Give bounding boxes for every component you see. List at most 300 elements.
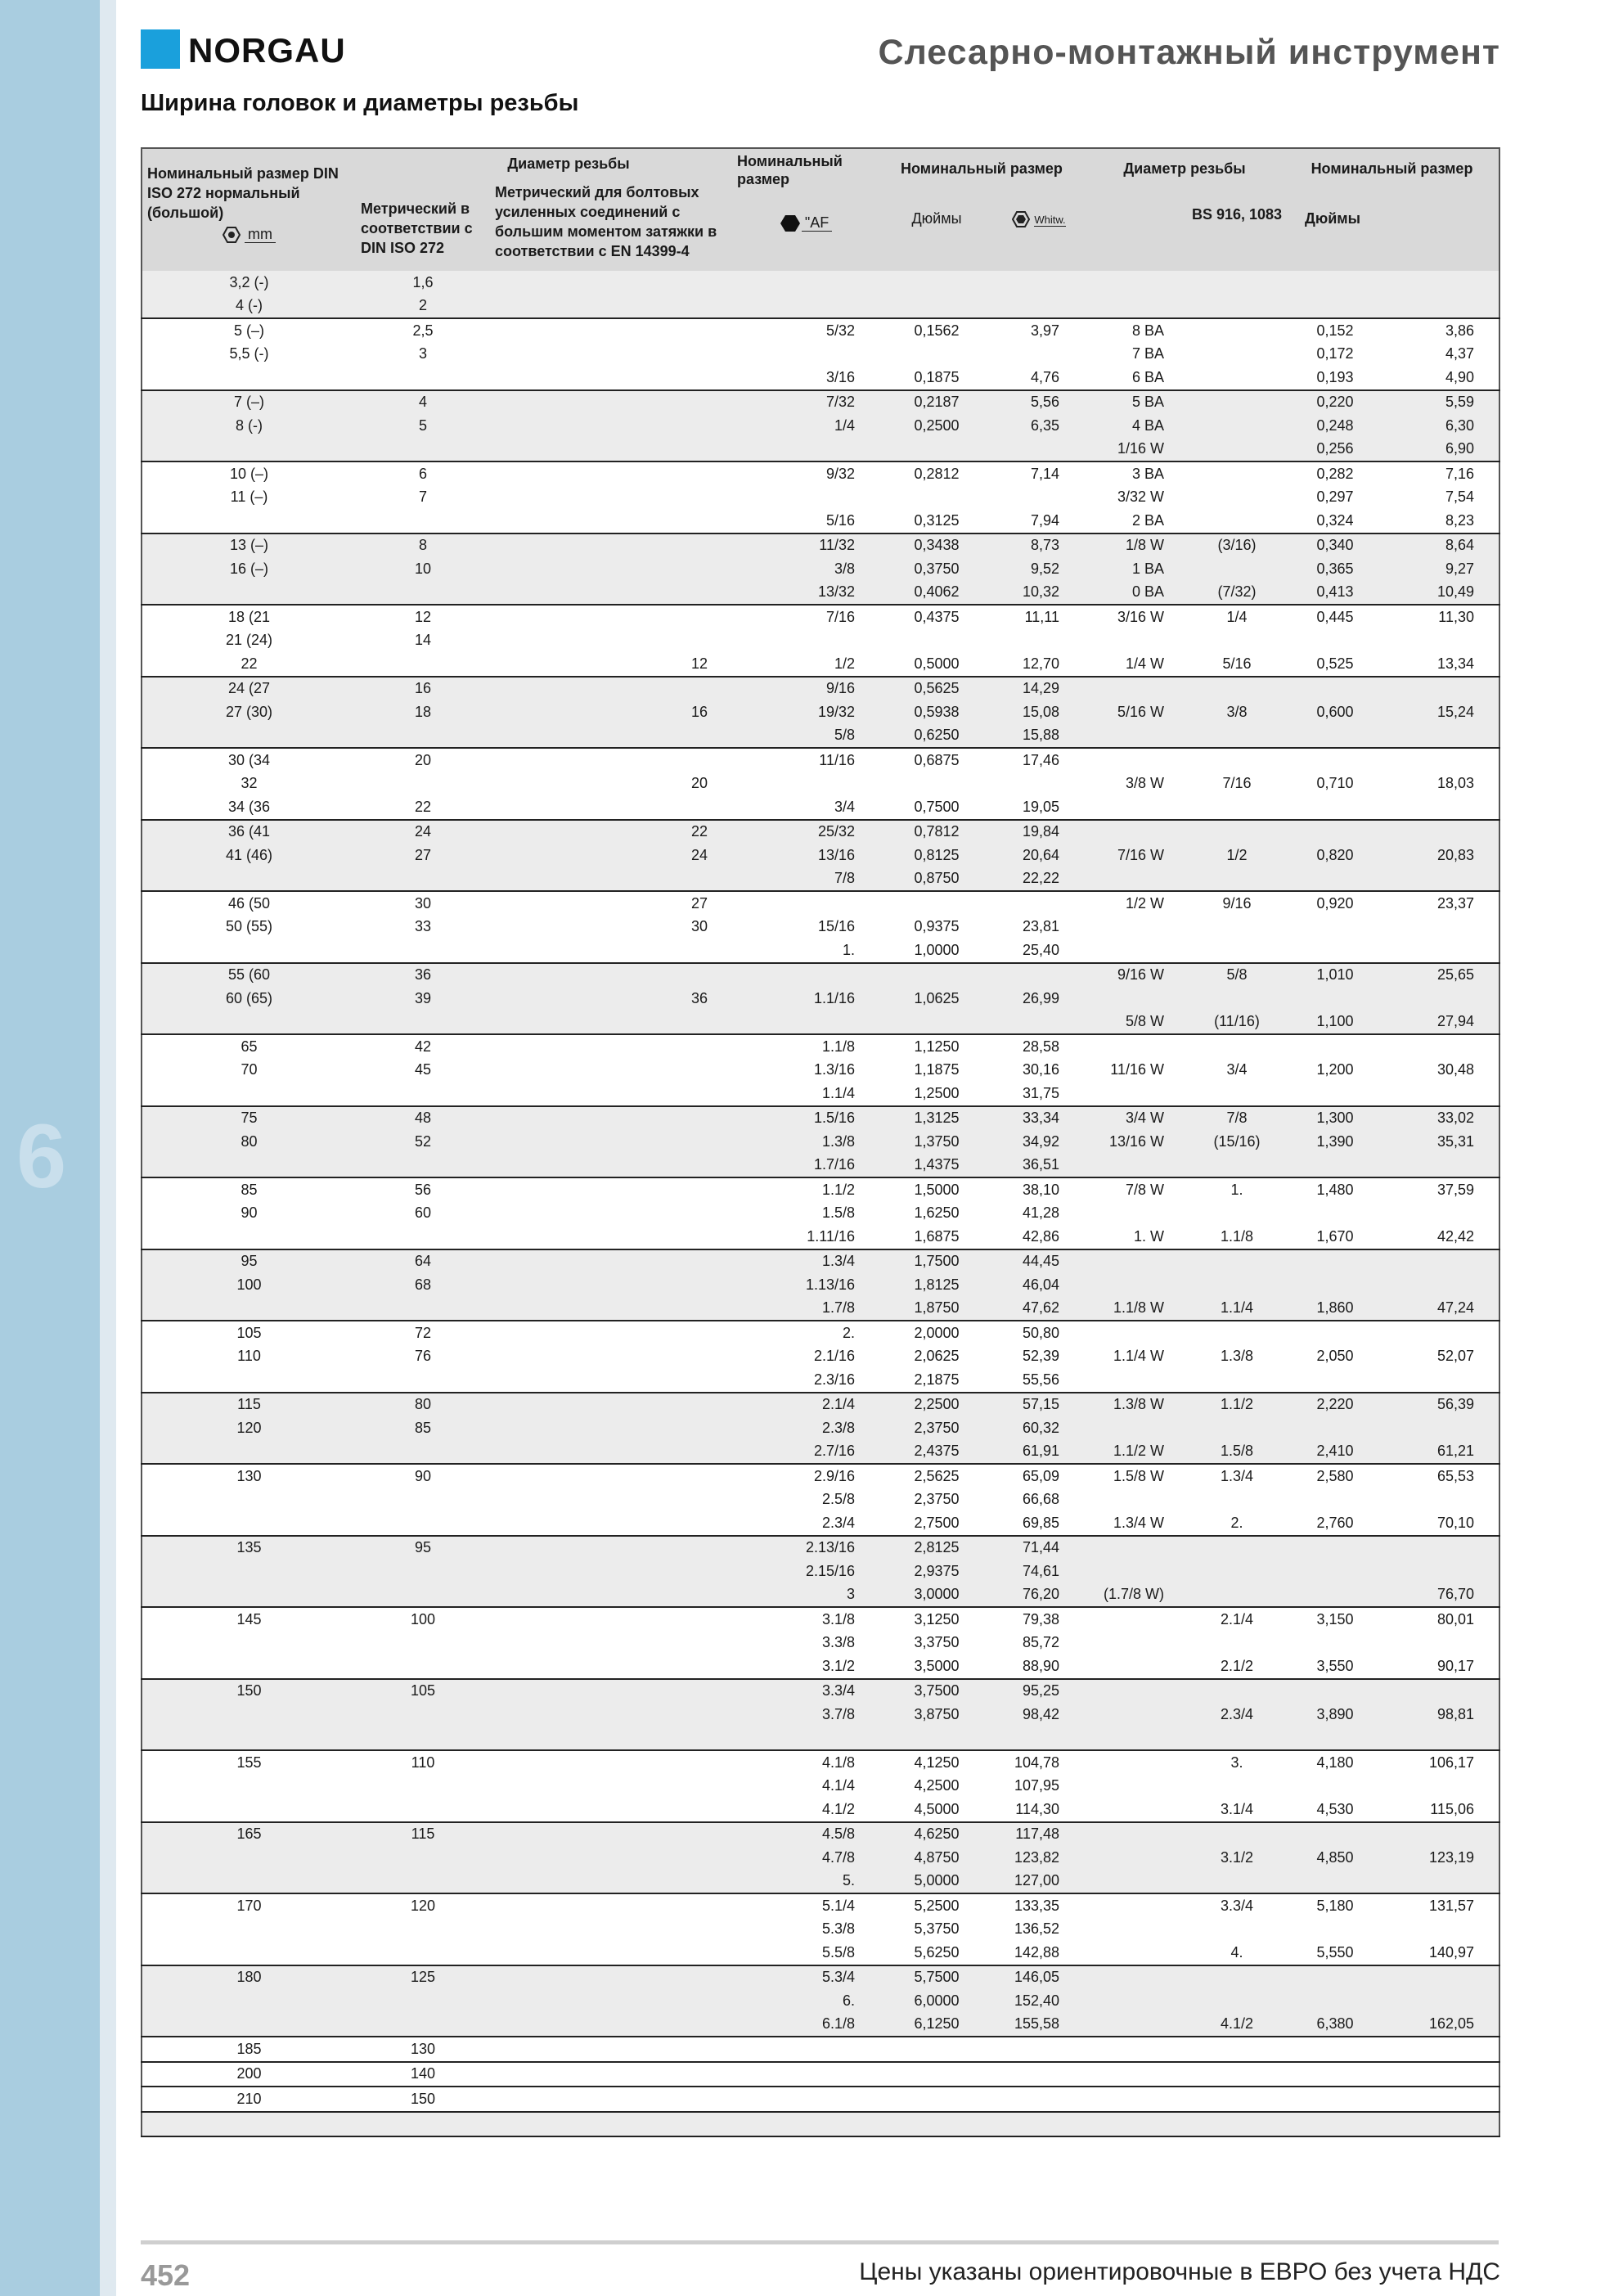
table-cell: 3,3750 (879, 1632, 994, 1655)
table-cell: 2,8125 (879, 1536, 994, 1560)
table-cell: 5,56 (994, 390, 1084, 415)
table-cell: 19,05 (994, 795, 1084, 820)
table-cell (732, 891, 879, 916)
table-cell (879, 963, 994, 988)
table-row (142, 1798, 1499, 1822)
table-cell: 130 (356, 2037, 490, 2062)
table-row (142, 1727, 1499, 1751)
table-cell: 2.9/16 (732, 1464, 879, 1488)
table-cell (490, 318, 732, 343)
table-cell (142, 1654, 356, 1679)
table-cell (1285, 2112, 1385, 2137)
table-cell: 1,8125 (879, 1273, 994, 1297)
table-cell (1385, 1154, 1499, 1178)
table-cell (490, 1989, 732, 2013)
table-cell: 1.3/4 W (1084, 1511, 1189, 1536)
table-cell (1385, 2087, 1499, 2112)
page-title: Слесарно-монтажный инструмент (878, 33, 1500, 72)
table-cell: 2,410 (1285, 1440, 1385, 1465)
table-cell: 2,760 (1285, 1511, 1385, 1536)
table-cell (1285, 1822, 1385, 1847)
table-cell: 0,4062 (879, 581, 994, 606)
table-cell (732, 2062, 879, 2087)
table-cell (490, 2013, 732, 2037)
table-cell (1084, 1273, 1189, 1297)
table-cell (356, 1488, 490, 1512)
table-cell (142, 1560, 356, 1583)
table-cell: 27 (30) (142, 700, 356, 724)
table-cell (1285, 2062, 1385, 2087)
table-cell: 6,0000 (879, 1989, 994, 2013)
table-cell: 1/2 W (1084, 891, 1189, 916)
table-cell (490, 438, 732, 462)
table-cell: 6,380 (1285, 2013, 1385, 2037)
table-cell (994, 963, 1084, 988)
table-cell: 152,40 (994, 1989, 1084, 2013)
table-cell: 46,04 (994, 1273, 1084, 1297)
table-cell: 3/16 (732, 366, 879, 390)
table-cell: 0,2187 (879, 390, 994, 415)
table-cell (1385, 1727, 1499, 1751)
table-cell: 70,10 (1385, 1511, 1499, 1536)
table-cell: 16 (356, 677, 490, 701)
table-cell: 88,90 (994, 1654, 1084, 1679)
table-cell (1084, 1703, 1189, 1727)
table-cell: 70 (142, 1059, 356, 1083)
table-cell: 9/16 (1189, 891, 1285, 916)
table-cell: 16 (–) (142, 557, 356, 581)
table-cell (490, 2037, 732, 2062)
table-cell: 1,0625 (879, 987, 994, 1011)
table-cell: (1.7/8 W) (1084, 1583, 1189, 1608)
table-cell (1084, 1654, 1189, 1679)
table-cell (1285, 1249, 1385, 1274)
chapter-number: 6 (16, 1106, 67, 1207)
table-cell (142, 2013, 356, 2037)
table-cell: 85 (142, 1177, 356, 1202)
table-cell (1084, 1249, 1189, 1274)
table-cell: 38,10 (994, 1177, 1084, 1202)
table-cell: (3/16) (1189, 533, 1285, 558)
table-row (142, 1846, 1499, 1870)
table-cell: 36 (490, 987, 732, 1011)
table-cell: 135 (142, 1536, 356, 1560)
table-cell: 15,24 (1385, 700, 1499, 724)
row-group (142, 820, 1499, 892)
table-cell: 4,850 (1285, 1846, 1385, 1870)
table-cell (1385, 1034, 1499, 1059)
table-cell (356, 1511, 490, 1536)
row-group (142, 2037, 1499, 2062)
table-cell (356, 1798, 490, 1822)
table-cell (1285, 1965, 1385, 1990)
table-cell: 5,6250 (879, 1941, 994, 1965)
table-cell: 7 BA (1084, 343, 1189, 367)
table-cell: 3,8750 (879, 1703, 994, 1727)
table-cell: 120 (356, 1893, 490, 1918)
table-cell: 10,49 (1385, 581, 1499, 606)
table-cell (142, 509, 356, 533)
table-cell: 2,580 (1285, 1464, 1385, 1488)
table-cell: 71,44 (994, 1536, 1084, 1560)
table-cell: 0,6250 (879, 724, 994, 749)
row-group (142, 318, 1499, 390)
table-cell (356, 438, 490, 462)
row-group (142, 1679, 1499, 1751)
table-cell (490, 1202, 732, 1226)
table-cell (1189, 1034, 1285, 1059)
row-group (142, 1965, 1499, 2037)
table-cell (142, 1511, 356, 1536)
table-cell: 0,8125 (879, 844, 994, 867)
row-group (142, 2087, 1499, 2112)
table-cell: 1,390 (1285, 1130, 1385, 1154)
table-cell: 1.1/8 (1189, 1225, 1285, 1249)
table-cell: 45 (356, 1059, 490, 1083)
row-group (142, 1393, 1499, 1465)
table-cell: 1.13/16 (732, 1273, 879, 1297)
table-cell (1189, 295, 1285, 319)
table-cell (1189, 1989, 1285, 2013)
table-cell: 3,7500 (879, 1679, 994, 1704)
row-group (142, 1177, 1499, 1249)
table-cell (1084, 1775, 1189, 1799)
table-cell (1285, 1416, 1385, 1440)
table-cell: 18 (21 (142, 605, 356, 629)
table-cell: 21 (24) (142, 629, 356, 653)
table-cell (1285, 1583, 1385, 1608)
table-row (142, 271, 1499, 295)
table-cell: 125 (356, 1965, 490, 1990)
table-cell: 64 (356, 1249, 490, 1274)
table-cell: 1.1/8 W (1084, 1297, 1189, 1321)
table-cell (490, 461, 732, 486)
table-cell: 1,7500 (879, 1249, 994, 1274)
table-cell (1285, 748, 1385, 772)
table-cell (490, 1679, 732, 1704)
table-row (142, 1011, 1499, 1035)
table-cell: 61,21 (1385, 1440, 1499, 1465)
table-cell: 56,39 (1385, 1393, 1499, 1417)
table-cell: 1.5/8 (732, 1202, 879, 1226)
table-cell: 15/16 (732, 916, 879, 939)
table-cell: 28,58 (994, 1034, 1084, 1059)
table-cell: 1.3/8 (732, 1130, 879, 1154)
table-row (142, 963, 1499, 988)
table-cell (490, 295, 732, 319)
table-cell: 140 (356, 2062, 490, 2087)
table-cell: 1,4375 (879, 1154, 994, 1178)
table-cell (1084, 1918, 1189, 1942)
table-cell (732, 438, 879, 462)
table-cell: 1.11/16 (732, 1225, 879, 1249)
table-cell: 110 (142, 1345, 356, 1369)
table-row (142, 987, 1499, 1011)
table-cell: 200 (142, 2062, 356, 2087)
table-cell: 31,75 (994, 1082, 1084, 1106)
table-row (142, 629, 1499, 653)
table-cell: 4,2500 (879, 1775, 994, 1799)
af-label: "AF (802, 214, 832, 232)
table-row (142, 509, 1499, 533)
table-row (142, 1059, 1499, 1083)
table-cell (490, 629, 732, 653)
table-cell (490, 581, 732, 606)
table-row (142, 1750, 1499, 1775)
whitw-label: Whitw. (1034, 214, 1066, 226)
table-cell (1385, 1416, 1499, 1440)
table-cell (490, 1082, 732, 1106)
table-cell (1285, 1918, 1385, 1942)
table-cell (490, 1011, 732, 1035)
table-cell (1189, 1273, 1285, 1297)
table-cell: 1/2 (1189, 844, 1285, 867)
table-cell (1189, 1321, 1285, 1345)
table-cell (732, 772, 879, 796)
row-group (142, 390, 1499, 462)
table-cell: 5,550 (1285, 1941, 1385, 1965)
table-cell (490, 2087, 732, 2112)
table-cell (490, 1106, 732, 1131)
footer-divider (141, 2240, 1499, 2244)
table-row (142, 1440, 1499, 1465)
table-cell (1189, 509, 1285, 533)
table-cell: 26,99 (994, 987, 1084, 1011)
header-thread-diameter (356, 148, 732, 271)
table-cell: 0,7500 (879, 795, 994, 820)
table-cell: 3,86 (1385, 318, 1499, 343)
table-cell: 8 BA (1084, 318, 1189, 343)
table-row (142, 1082, 1499, 1106)
table-cell (1285, 916, 1385, 939)
table-cell (142, 1297, 356, 1321)
table-cell: 7,94 (994, 509, 1084, 533)
table-cell (490, 1130, 732, 1154)
table-row (142, 1703, 1499, 1727)
table-cell (142, 366, 356, 390)
table-cell (1189, 271, 1285, 295)
table-cell (1285, 1727, 1385, 1751)
table-cell: 1/4 (732, 414, 879, 438)
table-cell: 23,81 (994, 916, 1084, 939)
table-cell: 2.1/4 (732, 1393, 879, 1417)
table-cell: 0,413 (1285, 581, 1385, 606)
table-cell: 3.3/4 (732, 1679, 879, 1704)
table-cell: 5 (–) (142, 318, 356, 343)
table-cell (142, 1727, 356, 1751)
row-group (142, 1464, 1499, 1536)
table-cell: 52,39 (994, 1345, 1084, 1369)
table-cell: 25,65 (1385, 963, 1499, 988)
table-cell: 90,17 (1385, 1654, 1499, 1679)
table-cell: 7,14 (994, 461, 1084, 486)
table-cell: 0,2812 (879, 461, 994, 486)
table-cell (356, 1918, 490, 1942)
table-cell (879, 2087, 994, 2112)
table-row (142, 2037, 1499, 2062)
table-cell (1189, 2112, 1285, 2137)
table-cell (490, 271, 732, 295)
table-cell: 1.1/4 W (1084, 1345, 1189, 1369)
table-cell (1385, 629, 1499, 653)
brand-logo-text: NORGAU (188, 31, 346, 70)
table-cell (1084, 1082, 1189, 1106)
table-cell: 105 (356, 1679, 490, 1704)
table-cell (356, 1654, 490, 1679)
table-cell: 2.3/4 (1189, 1703, 1285, 1727)
table-cell (879, 2112, 994, 2137)
table-cell (1084, 295, 1189, 319)
table-row (142, 844, 1499, 867)
table-cell (490, 795, 732, 820)
table-cell: 1.3/8 (1189, 1345, 1285, 1369)
table-cell (879, 2062, 994, 2087)
unit-mm-label: mm (245, 226, 276, 243)
table-cell (356, 1703, 490, 1727)
table-cell (1189, 343, 1285, 367)
table-row (142, 748, 1499, 772)
table-cell (1084, 1488, 1189, 1512)
table-cell (879, 486, 994, 510)
page-number: 452 (141, 2258, 191, 2292)
table-row (142, 1654, 1499, 1679)
table-cell (490, 2112, 732, 2137)
table-cell: 1.1/16 (732, 987, 879, 1011)
table-cell (1385, 867, 1499, 892)
table-cell: 0,4375 (879, 605, 994, 629)
table-row (142, 295, 1499, 319)
table-cell: 4.5/8 (732, 1822, 879, 1847)
table-cell (356, 1583, 490, 1608)
table-cell: 69,85 (994, 1511, 1084, 1536)
table-cell: 1. (732, 939, 879, 963)
table-cell: 1,3125 (879, 1106, 994, 1131)
table-cell (879, 438, 994, 462)
table-cell (1084, 1941, 1189, 1965)
table-cell: 2,050 (1285, 1345, 1385, 1369)
table-cell: 1,010 (1285, 963, 1385, 988)
table-cell (490, 414, 732, 438)
header-bs-standard: BS 916, 1083 (1191, 206, 1283, 223)
table-cell: 30,16 (994, 1059, 1084, 1083)
table-cell: 130 (142, 1464, 356, 1488)
table-cell (142, 1989, 356, 2013)
table-row (142, 1560, 1499, 1583)
table-row (142, 1225, 1499, 1249)
table-cell (1385, 1536, 1499, 1560)
table-row (142, 1918, 1499, 1942)
table-cell: 19/32 (732, 700, 879, 724)
table-cell: 20,64 (994, 844, 1084, 867)
table-cell: 3.1/2 (1189, 1846, 1285, 1870)
table-cell (879, 1727, 994, 1751)
table-row (142, 414, 1499, 438)
table-cell (1385, 295, 1499, 319)
table-cell (1385, 1273, 1499, 1297)
table-cell: 2.1/4 (1189, 1607, 1285, 1632)
table-cell: 123,82 (994, 1846, 1084, 1870)
table-cell (490, 939, 732, 963)
table-cell (1385, 1488, 1499, 1512)
table-row (142, 1679, 1499, 1704)
table-cell: 3/4 W (1084, 1106, 1189, 1131)
table-cell: 1 BA (1084, 557, 1189, 581)
table-cell: 12 (490, 652, 732, 677)
table-row (142, 677, 1499, 701)
table-header (142, 148, 1499, 271)
table-cell (1385, 2112, 1499, 2137)
table-cell (490, 1177, 732, 1202)
table-cell: 44,45 (994, 1249, 1084, 1274)
table-cell: 0,1562 (879, 318, 994, 343)
row-group (142, 271, 1499, 318)
table-cell: 0,445 (1285, 605, 1385, 629)
row-group (142, 2112, 1499, 2137)
table-cell: 10,32 (994, 581, 1084, 606)
table-cell: 8,23 (1385, 509, 1499, 533)
row-group (142, 1750, 1499, 1822)
table-cell: 3.1/4 (1189, 1798, 1285, 1822)
table-cell (490, 1345, 732, 1369)
table-cell (1385, 1822, 1499, 1847)
table-cell: 6,30 (1385, 414, 1499, 438)
table-cell (732, 271, 879, 295)
table-cell: 3,0000 (879, 1583, 994, 1608)
table-row (142, 1989, 1499, 2013)
table-cell (1189, 916, 1285, 939)
table-cell: 30 (356, 891, 490, 916)
table-cell (356, 1225, 490, 1249)
header-nominal-inches-text: Номинальный размер (901, 160, 1063, 177)
table-cell (1285, 1989, 1385, 2013)
table-cell (142, 1941, 356, 1965)
table-cell: 4.1/4 (732, 1775, 879, 1799)
table-cell (490, 1034, 732, 1059)
table-cell (1189, 1082, 1285, 1106)
table-cell: 8 (-) (142, 414, 356, 438)
row-group (142, 1893, 1499, 1965)
table-cell (994, 629, 1084, 653)
table-cell: 76 (356, 1345, 490, 1369)
table-cell: 4,5000 (879, 1798, 994, 1822)
table-cell: 25,40 (994, 939, 1084, 963)
table-cell (1385, 2037, 1499, 2062)
table-cell: 7 (–) (142, 390, 356, 415)
table-cell: 0,600 (1285, 700, 1385, 724)
table-cell (1084, 2087, 1189, 2112)
table-cell (490, 1321, 732, 1345)
table-cell: 27 (490, 891, 732, 916)
table-row (142, 1177, 1499, 1202)
table-cell: 65,09 (994, 1464, 1084, 1488)
table-cell: 1,1250 (879, 1034, 994, 1059)
table-cell (1189, 1918, 1285, 1942)
table-cell: 18,03 (1385, 772, 1499, 796)
table-cell (1189, 390, 1285, 415)
table-cell (490, 963, 732, 988)
table-cell (1084, 820, 1189, 844)
header-thread-diameter-bs (1084, 148, 1285, 271)
header-nominal-af (732, 148, 879, 271)
table-cell: 5,59 (1385, 390, 1499, 415)
table-cell: 22 (356, 795, 490, 820)
table-cell: 3.3/8 (732, 1632, 879, 1655)
row-group (142, 605, 1499, 677)
table-cell: 2,5625 (879, 1464, 994, 1488)
table-cell (1189, 1368, 1285, 1393)
table-cell: 115 (142, 1393, 356, 1417)
table-cell (1084, 1870, 1189, 1894)
